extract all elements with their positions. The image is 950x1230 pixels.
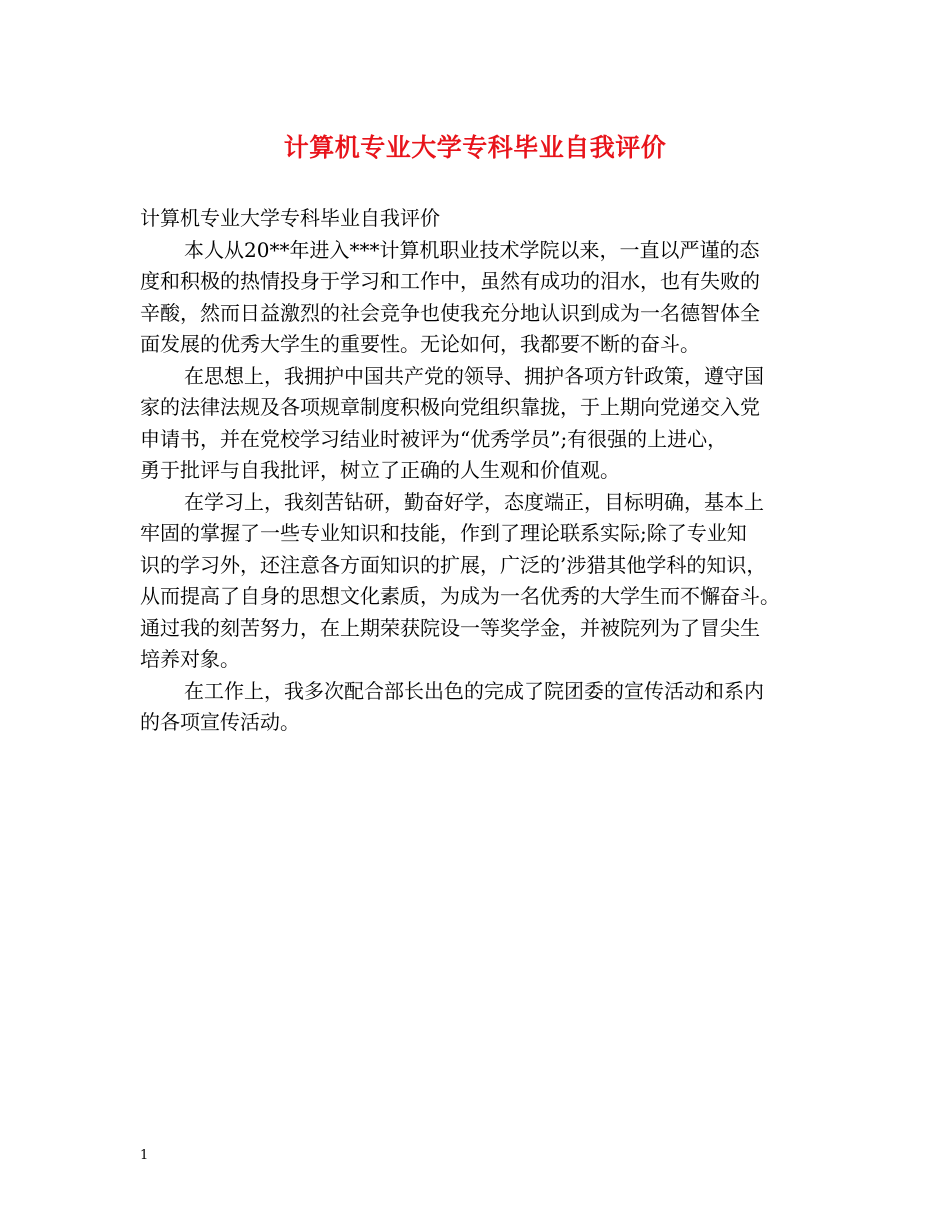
paragraph-line: 在思想上，我拥护中国共产党的领导、拥护各项方针政策，遵守国 <box>184 363 764 388</box>
paragraph-study <box>140 487 840 676</box>
paragraph-line: 在工作上，我多次配合部长出色的完成了院团委的宣传活动和系内 <box>184 678 764 703</box>
paragraph-line: 申请书，并在党校学习结业时被评为“优秀学员”;有很强的上进心， <box>140 426 728 451</box>
page-number: 1 <box>140 1148 149 1163</box>
paragraph-intro <box>140 235 840 361</box>
paragraph-line: 在学习上，我刻苦钻研，勤奋好学，态度端正，目标明确，基本上 <box>184 489 764 514</box>
paragraph-ideology <box>140 361 840 487</box>
paragraph-line: 本人从20**年进入***计算机职业技术学院以来，一直以严谨的态 <box>184 237 760 262</box>
paragraph-line: 勇于批评与自我批评，树立了正确的人生观和价值观。 <box>140 458 620 482</box>
paragraph-line: 培养对象。 <box>140 647 240 671</box>
paragraph-line: 通过我的刻苦努力，在上期荣获院设一等奖学金，并被院列为了冒尖生 <box>140 615 760 640</box>
paragraph-line: 牢固的掌握了一些专业知识和技能，作到了理论联系实际;除了专业知 <box>140 521 747 545</box>
paragraph-line: 的各项宣传活动。 <box>140 710 300 734</box>
document-subtitle: 计算机专业大学专科毕业自我评价 <box>140 206 440 230</box>
document-title: 计算机专业大学专科毕业自我评价 <box>283 133 667 162</box>
paragraph-line: 面发展的优秀大学生的重要性。无论如何，我都要不断的奋斗。 <box>140 332 700 356</box>
paragraph-line: 辛酸，然而日益激烈的社会竞争也使我充分地认识到成为一名德智体全 <box>140 300 760 325</box>
paragraph-line: 识的学习外，还注意各方面知识的扩展，广泛的’涉猎其他学科的知识， <box>140 552 767 577</box>
document-body <box>140 203 840 739</box>
paragraph-work <box>140 676 840 739</box>
paragraph-line: 家的法律法规及各项规章制度积极向党组织靠拢，于上期向党递交入党 <box>140 395 760 419</box>
paragraph-line: 从而提高了自身的思想文化素质，为成为一名优秀的大学生而不懈奋斗。 <box>140 584 780 608</box>
paragraph-line: 度和积极的热情投身于学习和工作中，虽然有成功的泪水，也有失败的 <box>140 269 760 293</box>
